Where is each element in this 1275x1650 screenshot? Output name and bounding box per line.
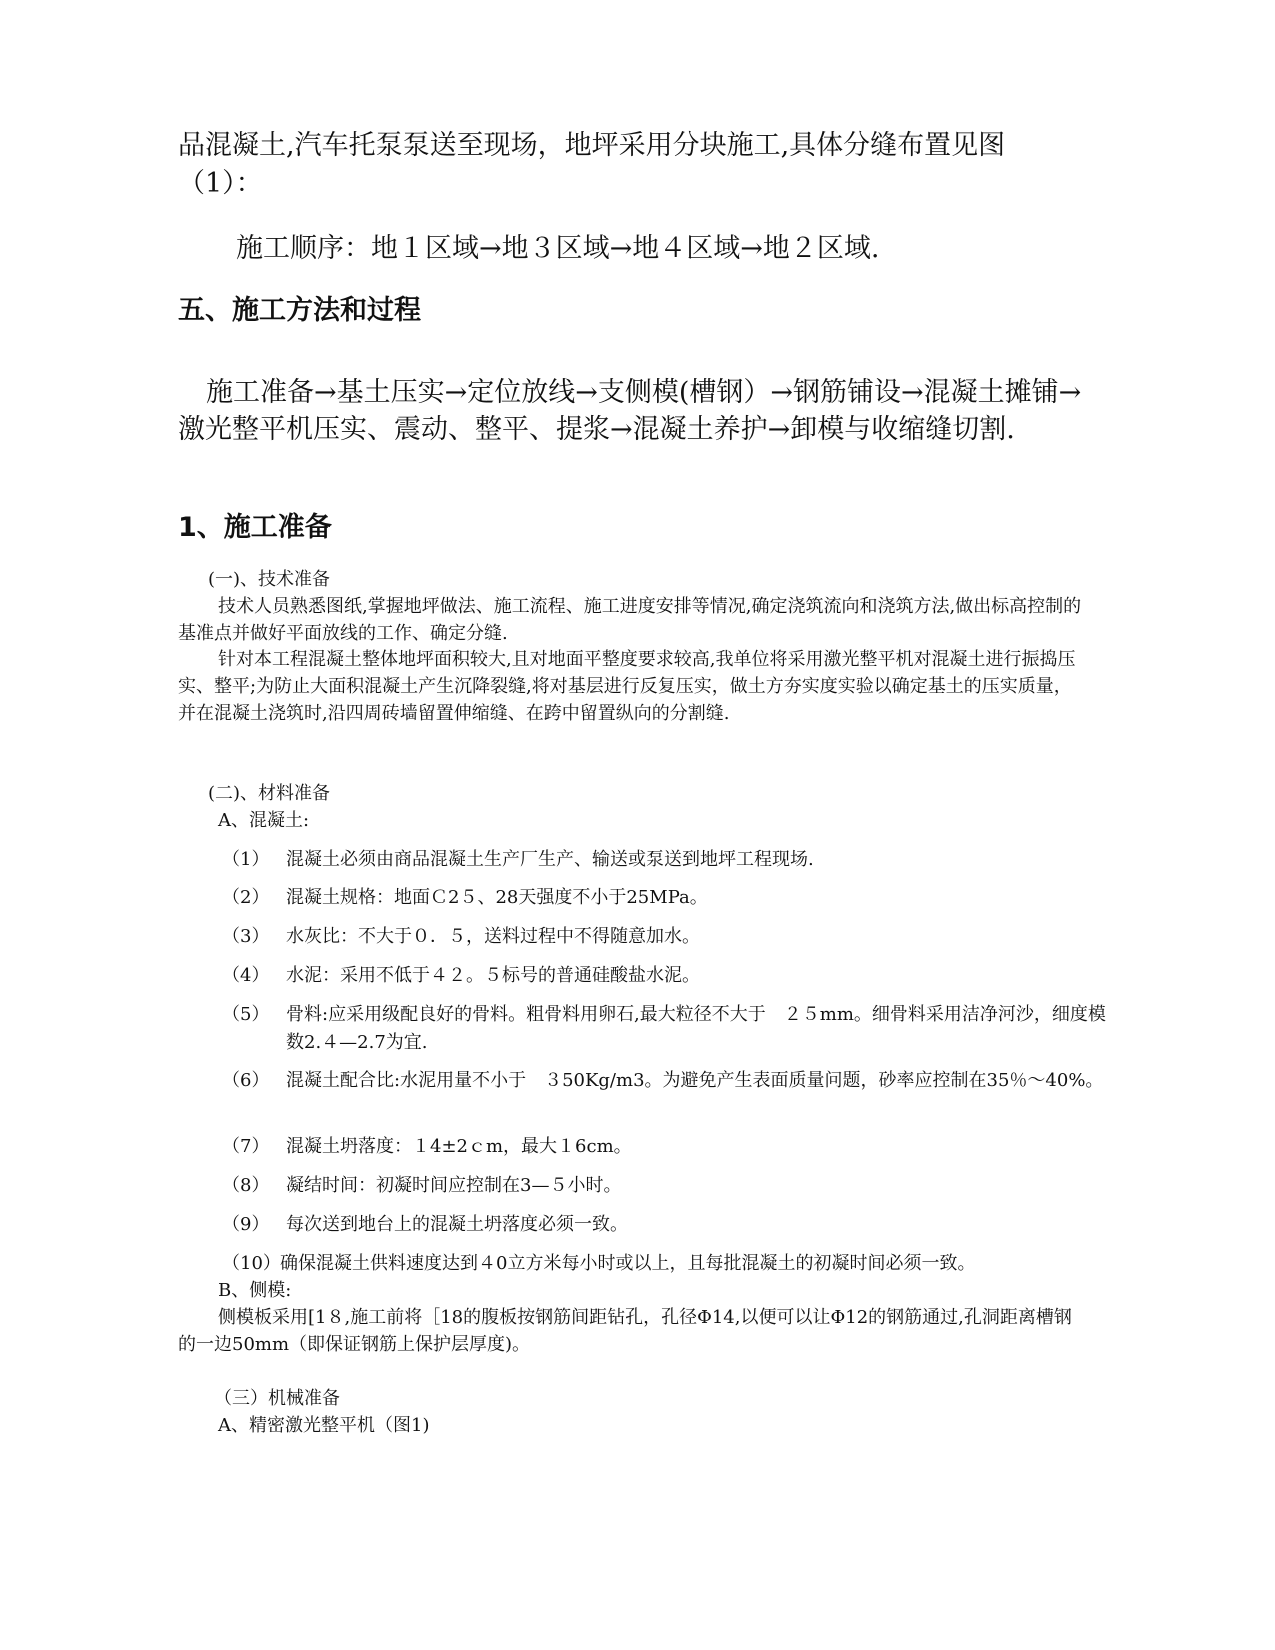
item-text: 水泥：采用不低于４２。５标号的普通硅酸盐水泥。 <box>286 965 700 986</box>
material-item-9 <box>222 1211 1122 1239</box>
tech-prep-paragraph-2: 针对本工程混凝土整体地坪面积较大,且对地面平整度要求较高,我单位将采用激光整平机对混凝土进行振捣压实、整平;为防止大面积混凝土产生沉降裂缝,将对基层进行反复压实，做土方夯实度实验以确定基土的压实质量，并在混凝土浇筑时,沿四周砖墙留置伸缩缝、在跨中留置纵向的分割缝. <box>178 649 1076 724</box>
concrete-subtitle: A、混凝土: <box>218 810 310 831</box>
item-number: （5） <box>222 1004 270 1025</box>
item-number: （9） <box>222 1214 270 1235</box>
item-text: 混凝土配合比:水泥用量不小于 ３50Kg/m3。为避免产生表面质量问题，砂率应控制在35％～40%。 <box>286 1070 1104 1091</box>
material-item-8 <box>222 1172 1122 1200</box>
machine-prep-title: （三）机械准备 <box>214 1388 340 1409</box>
item-number: （10） <box>222 1253 281 1274</box>
item-number: （6） <box>222 1070 270 1091</box>
material-item-2 <box>222 884 1122 912</box>
tech-prep-title: (一)、技术准备 <box>208 569 331 590</box>
formwork-subtitle: B、侧模: <box>218 1280 292 1301</box>
item-number: （1） <box>222 849 270 870</box>
item-text: 混凝土必须由商品混凝土生产厂生产、输送或泵送到地坪工程现场. <box>286 849 814 870</box>
material-item-3 <box>222 923 1122 951</box>
material-prep-title: (二)、材料准备 <box>208 783 331 804</box>
item-text: 水灰比：不大于０．５，送料过程中不得随意加水。 <box>286 926 700 947</box>
item-text: 每次送到地台上的混凝土坍落度必须一致。 <box>286 1214 628 1235</box>
item-text: 骨料:应采用级配良好的骨料。粗骨料用卵石,最大粒径不大于 ２５mm。细骨料采用洁净河沙，细度模数2.４—2.7为宜. <box>286 1004 1106 1053</box>
material-item-5 <box>222 1001 1122 1057</box>
intro-line-2: （1）： <box>178 168 263 199</box>
item-text: 凝结时间：初凝时间应控制在3—５小时。 <box>286 1175 622 1196</box>
item-number: （7） <box>222 1136 270 1157</box>
section-1-heading: 1、施工准备 <box>178 512 332 543</box>
process-flow: 施工准备→基土压实→定位放线→支侧模(槽钢）→钢筋铺设→混凝土摊铺→激光整平机压实、震动、整平、提浆→混凝土养护→卸模与收缩缝切割. <box>178 377 1082 445</box>
material-item-7 <box>222 1133 1122 1161</box>
item-text: 混凝土坍落度：１4±2ｃm，最大１6cm。 <box>286 1136 632 1157</box>
item-number: （4） <box>222 965 270 986</box>
material-item-4 <box>222 962 1122 990</box>
item-number: （3） <box>222 926 270 947</box>
intro-line-1: 品混凝土,汽车托泵泵送至现场，地坪采用分块施工,具体分缝布置见图 <box>178 130 1006 161</box>
section-5-heading: 五、施工方法和过程 <box>178 295 421 326</box>
formwork-paragraph: 侧模板采用[1８,施工前将［18的腹板按钢筋间距钻孔，孔径Φ14,以便可以让Φ12的钢筋通过,孔洞距离槽钢的一边50mm（即保证钢筋上保护层厚度)。 <box>178 1307 1072 1355</box>
item-number: （2） <box>222 887 270 908</box>
machine-item-a: A、精密激光整平机（图1) <box>218 1415 430 1436</box>
item-text: 混凝土规格：地面Ｃ2５、28天强度不小于25MPa。 <box>286 887 708 908</box>
material-item-6 <box>222 1067 1122 1095</box>
item-number: （8） <box>222 1175 270 1196</box>
item-text: 确保混凝土供料速度达到４0立方米每小时或以上，且每批混凝土的初凝时间必须一致。 <box>280 1253 976 1274</box>
material-item-1 <box>222 846 1122 874</box>
tech-prep-paragraph-1: 技术人员熟悉图纸,掌握地坪做法、施工流程、施工进度安排等情况,确定浇筑流向和浇筑方法,做出标高控制的基准点并做好平面放线的工作、确定分缝. <box>178 596 1082 644</box>
material-item-10 <box>222 1250 1102 1278</box>
construction-sequence: 施工顺序：地１区域→地３区域→地４区域→地２区域. <box>236 233 880 264</box>
